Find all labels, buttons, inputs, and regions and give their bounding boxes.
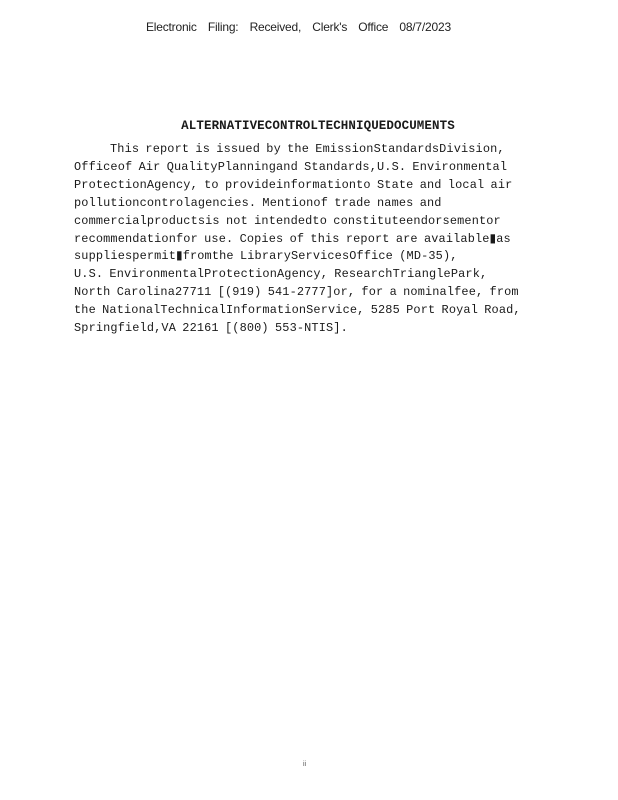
- body-line-6: recommendationfor use. Copies of this report are available▮as: [74, 231, 511, 246]
- page-number: ii: [302, 761, 307, 768]
- body-line-11: Springfield,VA 22161 [(800) 553-NTIS].: [74, 321, 348, 336]
- body-line-10: the NationalTechnicalInformationService, 5285 Port Royal Road,: [74, 303, 521, 318]
- body-line-2: Officeof Air QualityPlanningand Standards,U.S. Environmental: [74, 159, 508, 174]
- document-title: ALTERNATIVECONTROLTECHNIQUEDOCUMENTS: [181, 119, 455, 133]
- filing-stamp-header: Electronic Filing: Received, Clerk's Office 08/7/2023: [146, 20, 451, 34]
- body-line-3: ProtectionAgency, to provideinformationto State and local air: [74, 177, 513, 192]
- body-line-1: This report is issued by the EmissionStandardsDivision,: [110, 142, 505, 156]
- body-line-5: commercialproductsis not intendedto constituteendorsementor: [74, 213, 501, 228]
- body-line-7: suppliespermit▮fromthe LibraryServicesOffice (MD-35),: [74, 249, 458, 264]
- body-line-9: North Carolina27711 [(919) 541-2777]or, for a nominalfee, from: [74, 285, 519, 300]
- body-line-8: U.S. EnvironmentalProtectionAgency, ResearchTrianglePark,: [74, 267, 488, 282]
- document-body-paragraph: [74, 141, 554, 338]
- body-line-4: pollutioncontrolagencies. Mentionof trade names and: [74, 195, 442, 210]
